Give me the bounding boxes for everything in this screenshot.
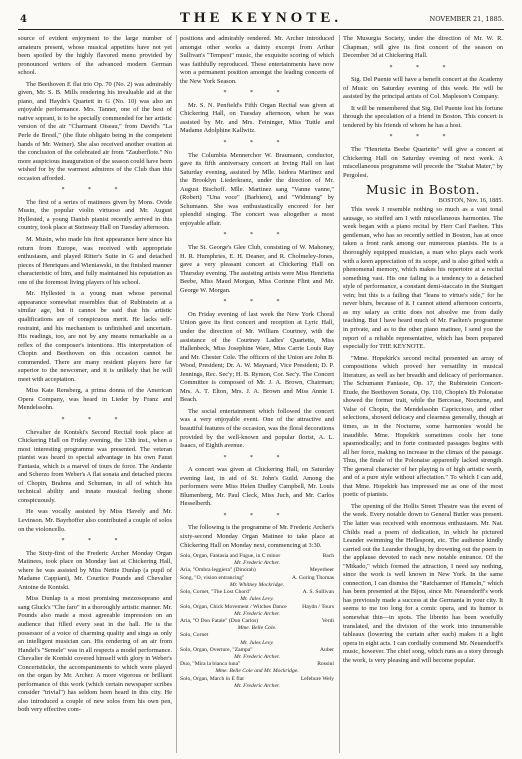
masthead: THE KEYNOTE. — [179, 10, 343, 26]
programme-entry — [180, 647, 334, 661]
header-rule — [18, 29, 504, 30]
programme-performer: Mr. Jules Levy. — [240, 596, 274, 603]
programme-item: Solo, Organ, March in E flat — [180, 675, 244, 682]
programme-performer: Mr. Whitney Mockridge. — [229, 581, 285, 588]
paragraph: The Columbia Mennerchor W. Braumann, conductor, gave its fifth anniversary concert at Irving Hall on last Saturday evening, assisted by Mlle. Isidora Martinez and the Brooklyn Liederkranz, under the direction of Mr. August Bischoff. Mlle. Martinez sang "Vanne vanne," (Robert) "Una voce" (Barbiere), and "Widmung" by Schumann. She was enthusiastically encored for her splendid singing. The concert was altogether a most enjoyable affair. — [180, 151, 334, 227]
programme-entry — [180, 676, 334, 690]
programme-composer: Bach — [322, 553, 334, 560]
programme-item: Duo, "Mira la bianca luna" — [180, 661, 241, 668]
column-3 — [343, 35, 503, 753]
section-separator: * * * — [61, 416, 129, 423]
paragraph: It will be remembered that Sig. Del Puente lost his fortune through the speculation of a friend in Boston. This concert is tendered by his friends of whom he has a host. — [343, 104, 503, 129]
programme-item: Solo, Organ, Overture, "Zampa" — [180, 646, 253, 653]
programme-entry — [180, 553, 334, 567]
programme-item: Solo, Cornet, "The Lost Chord" — [180, 589, 252, 596]
programme-performer: Mme. Belle Cole and Mr. Mockridge. — [215, 668, 299, 675]
page-header — [18, 8, 504, 30]
paragraph: "Mme. Hopekirk's second recital presented an array of compositions which proved her versatility in musical literature, as well as her breadth and delicacy of performance. The Schumann Fantasie, Op. 17, the Rubinstein Concert-Etude, the Beethoven Sonata, Op. 110, Chopin's Eb Polonaise showed the former trait, while the Berceuse, Nocturne, and Valse of Chopin, the Mendelssohn Capriccioso, and other selections, showed delicacy and clearness generally, though at times, as in the Nocturne, some harmonies would be inaudible. Mme. Hopekirk sometimes cools her tone spasmodically; and in forte contrasted passages begins with all her force, making no increase in the climax of the passage. Thus, the finale of the Polonaise apparently lacked strength. The general character of her playing is of high artistic worth, and of a pure style without affectation." To which I can add, that Mme. Hopekirk has impressed me as one of the most poetic of pianists. — [343, 354, 503, 499]
paragraph: Sig. Del Puente will have a benefit concert at the Academy of Music on Saturday evening of this week. He will be assisted by the principal artists of Col. Mapleson's Company. — [343, 76, 503, 101]
section-separator: * * * — [61, 187, 129, 194]
paragraph: The first of a series of matinees given by Mons. Ovide Musin, the popular violin virtuoso and Mr. August Hyllested, a young Danish pianist recently arrived in this country, took place at Steinway Hall on Tuesday afternoon. — [18, 198, 172, 232]
programme-composer: A. S. Sullivan — [302, 589, 334, 596]
paragraph: The following is the programme of Mr. Frederic Archer's sixty-second Monday Organ Matinee to take place at Chickering Hall on Monday next, commencing at 3:30. — [180, 524, 334, 549]
programme-entry — [180, 618, 334, 632]
programme-composer: Haydn / Tours — [302, 603, 334, 610]
programme-performer: Mr. Frederic Archer. — [234, 653, 280, 660]
paragraph: The social entertainment which followed the concert was a very enjoyable event. One of the attractive and beautiful features of the occasion, was the floral decorations provided by the well-known and popular florist, A. L. Isaacs, of Eighth avenue. — [180, 407, 334, 450]
section-separator: * * * — [223, 512, 291, 519]
paragraph: source of evident enjoyment to the large number of amateurs present, whose musical appetites have not yet been spoiled by the highly flavored menu provided by pronounced writers of the advanced modern German school. — [18, 35, 172, 77]
column-divider — [176, 35, 177, 753]
section-separator: * * * — [389, 134, 457, 141]
programme-composer: Meyerbeer — [309, 567, 334, 574]
concert-programme — [180, 553, 334, 690]
programme-item: Solo, Organ, Chick Movement / Witches Dance — [180, 603, 287, 610]
paragraph: The Beethoven E flat trio Op. 70 (No. 2) was admirably given, Mr. S. B. Mills rendering his invaluable aid at the piano, and Haydn's Quartett in G (No. 10) was also an enjoyable performance. Mrs. Tanner, one of the best of native soprani, is to be specially commended for her artistic version of the air "Charmant Oiseau," from David's "La Perle de Bresil," (the flute obligato being in the competent hands of Mr. Weiner). She also received another ovation at the conclusion of the celebrated air from "Zauberflote." No more auspicious inauguration of the season could have been wished for by the warmest admirers of the Club than this occasion afforded. — [18, 80, 172, 182]
programme-performer: Mr. Frederic Archer. — [234, 560, 280, 567]
programme-item: Song, "O, vision entrancing" — [180, 574, 245, 581]
programme-entry — [180, 589, 334, 603]
paragraph: A concert was given at Chickering Hall, on Saturday evening last, in aid of St. John's Guild. Among the performers were Miss Helen Dudley Campbell, Mr. Louis Blumenberg, Mr. Paul Cleck, Miss Juch, and Mr. Carlos Hesselberth. — [180, 466, 334, 508]
programme-performer: Mme. Belle Cole. — [237, 625, 277, 632]
paragraph: Miss Kate Rensberg, a prima donna of the American Opera Company, was heard in Lieder by Franz and Mendelssohn. — [18, 387, 172, 412]
programme-entry — [180, 661, 334, 675]
section-separator: * * * — [61, 538, 129, 545]
paragraph: On Friday evening of last week the New York Choral Union gave its first concert and reception at Lyric Hall, under the direction of Mr. William Courtney, with the assistance of the Courtney Ladies' Quartette, Miss Hallenbeck, Miss Josephine Ware, Miss Carrie Louis Ray and Mr. Chester Cole. The officers of the Union are John B. Wood, President; Dr. A. W. Maynard, Vice President; D. P. Jennings, Rec. Sec'y; H. B. Rymon, Cor. Sec'y. The Concert Committee is composed of Mr. J. A. Brown, Chairman; Mrs. A. T. Elton, Mrs. J. A. Brown and Miss Annie I. Beach. — [180, 310, 334, 404]
programme-entry — [180, 632, 334, 646]
programme-entry — [180, 604, 334, 618]
paragraph: M. Musin, who made his first appearance here since his return from Europe, was received with appropriate enthusiasm, and played Ritter's Suite in G and detached pieces of Henriques and Wieniawski, in the finished manner characteristic of him, and fully maintained his reputation as one of the foremost living players of his school. — [18, 236, 172, 286]
programme-entry — [180, 575, 334, 589]
column-divider — [339, 35, 340, 753]
paragraph: Miss Dunlap is a most promising mezzosoprano and sang Gluck's "Che faro" in a thoroughly artistic manner. Mr. Pounds also made a most agreeable impression on an audience that filled every seat in the hall. He is the possessor of a voice of charming quality and sings as only an intelligent musician can. His rendering of an air from Handel's "Semele" was in all respects a model performance. Chevalier de Kontski covered himself with glory in Weber's Concertstücke, the accompaniments to which were played on the organ by Mr. Archer. A more vigorous or brilliant performance of this work (which certain newspaper scribes consider "trivial") has seldom been heard in this city. He also introduced a couple of new solos from his own pen, both very effective com- — [18, 595, 172, 714]
paragraph: Chevalier de Kontski's Second Recital took place at Chickering Hall on Friday evening, the 13th inst., when a most interesting programme was presented. The veteran pianist was heard to special advantage in his own Faust Fantasia, which is a marvel of tours de force. The Andante and Scherzo from Weber's A flat sonata and detached pieces of Chopin, Brahms and Schuman, in all of which his technical ability and innate musical feeling shone conspicuously. — [18, 428, 172, 504]
programme-item: Solo, Organ, Fantasia and Fugue, in C minor — [180, 553, 281, 560]
column-1 — [18, 35, 172, 753]
section-separator: * * * — [223, 232, 291, 239]
section-separator: * * * — [223, 140, 291, 147]
paragraph: Mr. S. N. Penfield's Fifth Organ Recital was given at Chickering Hall, on Tuesday afternoon, when he was assisted by Mr. and Mrs. Feininger, Miss Tuttle and Madame Adolphine Kallwitz. — [180, 101, 334, 135]
paragraph: The Musurgia Society, under the direction of Mr. W. R. Chapman, will give its first concert of the season on December 3d at Chickering Hall. — [343, 35, 503, 60]
paragraph: The opening of the Hollis Street Theatre was the event of the week. Every notable down to General Butler was present. The latter was received with enormous enthusiasm. Mr. Nat. Childs read a poem of dedication, in which he pictured Leander swimming the Hellespont, etc. The audience kindly carried out the Leander thought, by drowning out the poem in the applause devoted to each new notable entrance. Of the "Mikado," which formed the attraction, I need say nothing, since the work is well known in New York. In the same connection, I can dismiss the "Ratcharmer of Hameln," which has been presented at the Bijou, since Mr. Neuendorff's work has previously made a success at the Germania in your city. It seems to me too long for a comic opera, and its humor is somewhat thin—in spots. The libretto has been woefully translated, and the division of the work into innumerable tableaux (lowering the curtain after each) makes it a light opera in eight acts. I can cordially commend Mr. Neuendorff's music, however. The chief song, which runs as a story through the work, is very pleasing and will become popular. — [343, 502, 503, 664]
programme-composer: Verdi — [321, 617, 334, 624]
programme-performer: Mr. Frederic Archer. — [234, 682, 280, 689]
issue-date: NOVEMBER 21, 1885. — [429, 15, 504, 23]
section-separator: * * * — [223, 90, 291, 97]
dateline: BOSTON, Nov. 16, 1885. — [438, 196, 503, 204]
page-number: 4 — [20, 14, 27, 25]
section-separator: * * * — [223, 299, 291, 306]
programme-item: Aria, "Ombra leggiera" (Dinorah) — [180, 567, 256, 574]
paragraph: positions and admirably rendered. Mr. Archer introduced amongst other works a dainty excerpt from Arthur Sullivan's "Tempest" music, the exquisite scoring of which was faithfully reproduced. These entertainments have now won a permanent position amongst the leading concerts of the New York Season. — [180, 35, 334, 85]
section-separator: * * * — [223, 454, 291, 461]
paragraph: The "Henrietta Beebe Quartette" will give a concert at Chickering Hall on Saturday evening of next week. A miscellaneous programme will precede the "Stabat Mater," by Pergolesi. — [343, 146, 503, 179]
programme-item: Aria, "O Don Fatale" (Don Carlos) — [180, 617, 259, 624]
programme-item: Solo, Cornet — [180, 632, 209, 639]
section-heading: Music in Boston. — [366, 182, 480, 198]
paragraph: The St. George's Glee Club, consisting of W. Mahoney, H. R. Humphries, E. H. Deaner, and R. Cholmeley-Jones, gave a very pleasant concert at Chickering Hall on Thursday evening. The assisting artists were Miss Henrietta Beebe, Miss Maud Morgan, Miss Corinne Flint and Mr. George W. Morgan. — [180, 244, 334, 294]
section-separator: * * * — [389, 64, 457, 71]
programme-composer: Auber — [320, 646, 334, 653]
paragraph: Mr. Hyllested is a young man whose personal appearance somewhat resembles that of Rubinstein at a similar age, but it cannot be said that his artistic qualifications are of conspicuous merit. He lacks self-restraint, and his mechanism is unfinished and uncertain. His readings, too, are not by any means remarkable as a reflex of the composer's intentions. His interpretation of Chopin and Beethoven on this occasion cannot be commended. There are many resident players here far superior to the newcomer, and it is unlikely that he will meet with acceptation. — [18, 290, 172, 383]
paragraph: He was vocally assisted by Miss Havely and Mr. Levinson. Mr. Bayrhoffer also contributed a couple of solos on the violoncello. — [18, 508, 172, 533]
column-2 — [180, 35, 334, 753]
paragraph: This week I resemble nothing so much as a vast tonal sausage, so stuffed am I with miscellaneous harmonies. The week began with a piano recital by Herr Carl Faelten. This gentleman, who has so recently settled in Boston, has at once taken a front rank among our numerous pianists. He is a thoroughly equipped musician, a man who plays each work with a keen appreciation of its scope, and is also gifted with a phenomenal memory, which makes his repertoire at a recital something vast. His one failing is a tendency to a detached style of performance, a constant demi-staccato in the Stuttgart vein; but this is a failing that "leans to virtue's side," for he never blurs, because of it. I cannot attend afternoon concerts, as my salary as critic does not absolve me from daily teaching. But I have heard much of Mr. Faelten's programme in private, and as to the other piano matinee, I send you the report of a reliable representative, which has been prepared especially for THE KEYNOTE. — [343, 206, 503, 351]
programme-composer: Lefebure Wely — [300, 675, 334, 682]
programme-composer: Rossini — [317, 661, 334, 668]
programme-entry — [180, 567, 334, 574]
programme-performer: Mr. Frederic Archer. — [234, 610, 280, 617]
paragraph: The Sixty-first of the Frederic Archer Monday Organ Matinees, took place on Monday last at Chickering Hall, where he was assisted by Miss Nettie Dunlap (a pupil of Madame Cappiani), Mr. Courtice Pounds and Chevalier Antoine de Kontski. — [18, 549, 172, 591]
programme-composer: A. Goring Thomas — [291, 574, 334, 581]
programme-performer: Mr. Jules Levy. — [240, 639, 274, 646]
